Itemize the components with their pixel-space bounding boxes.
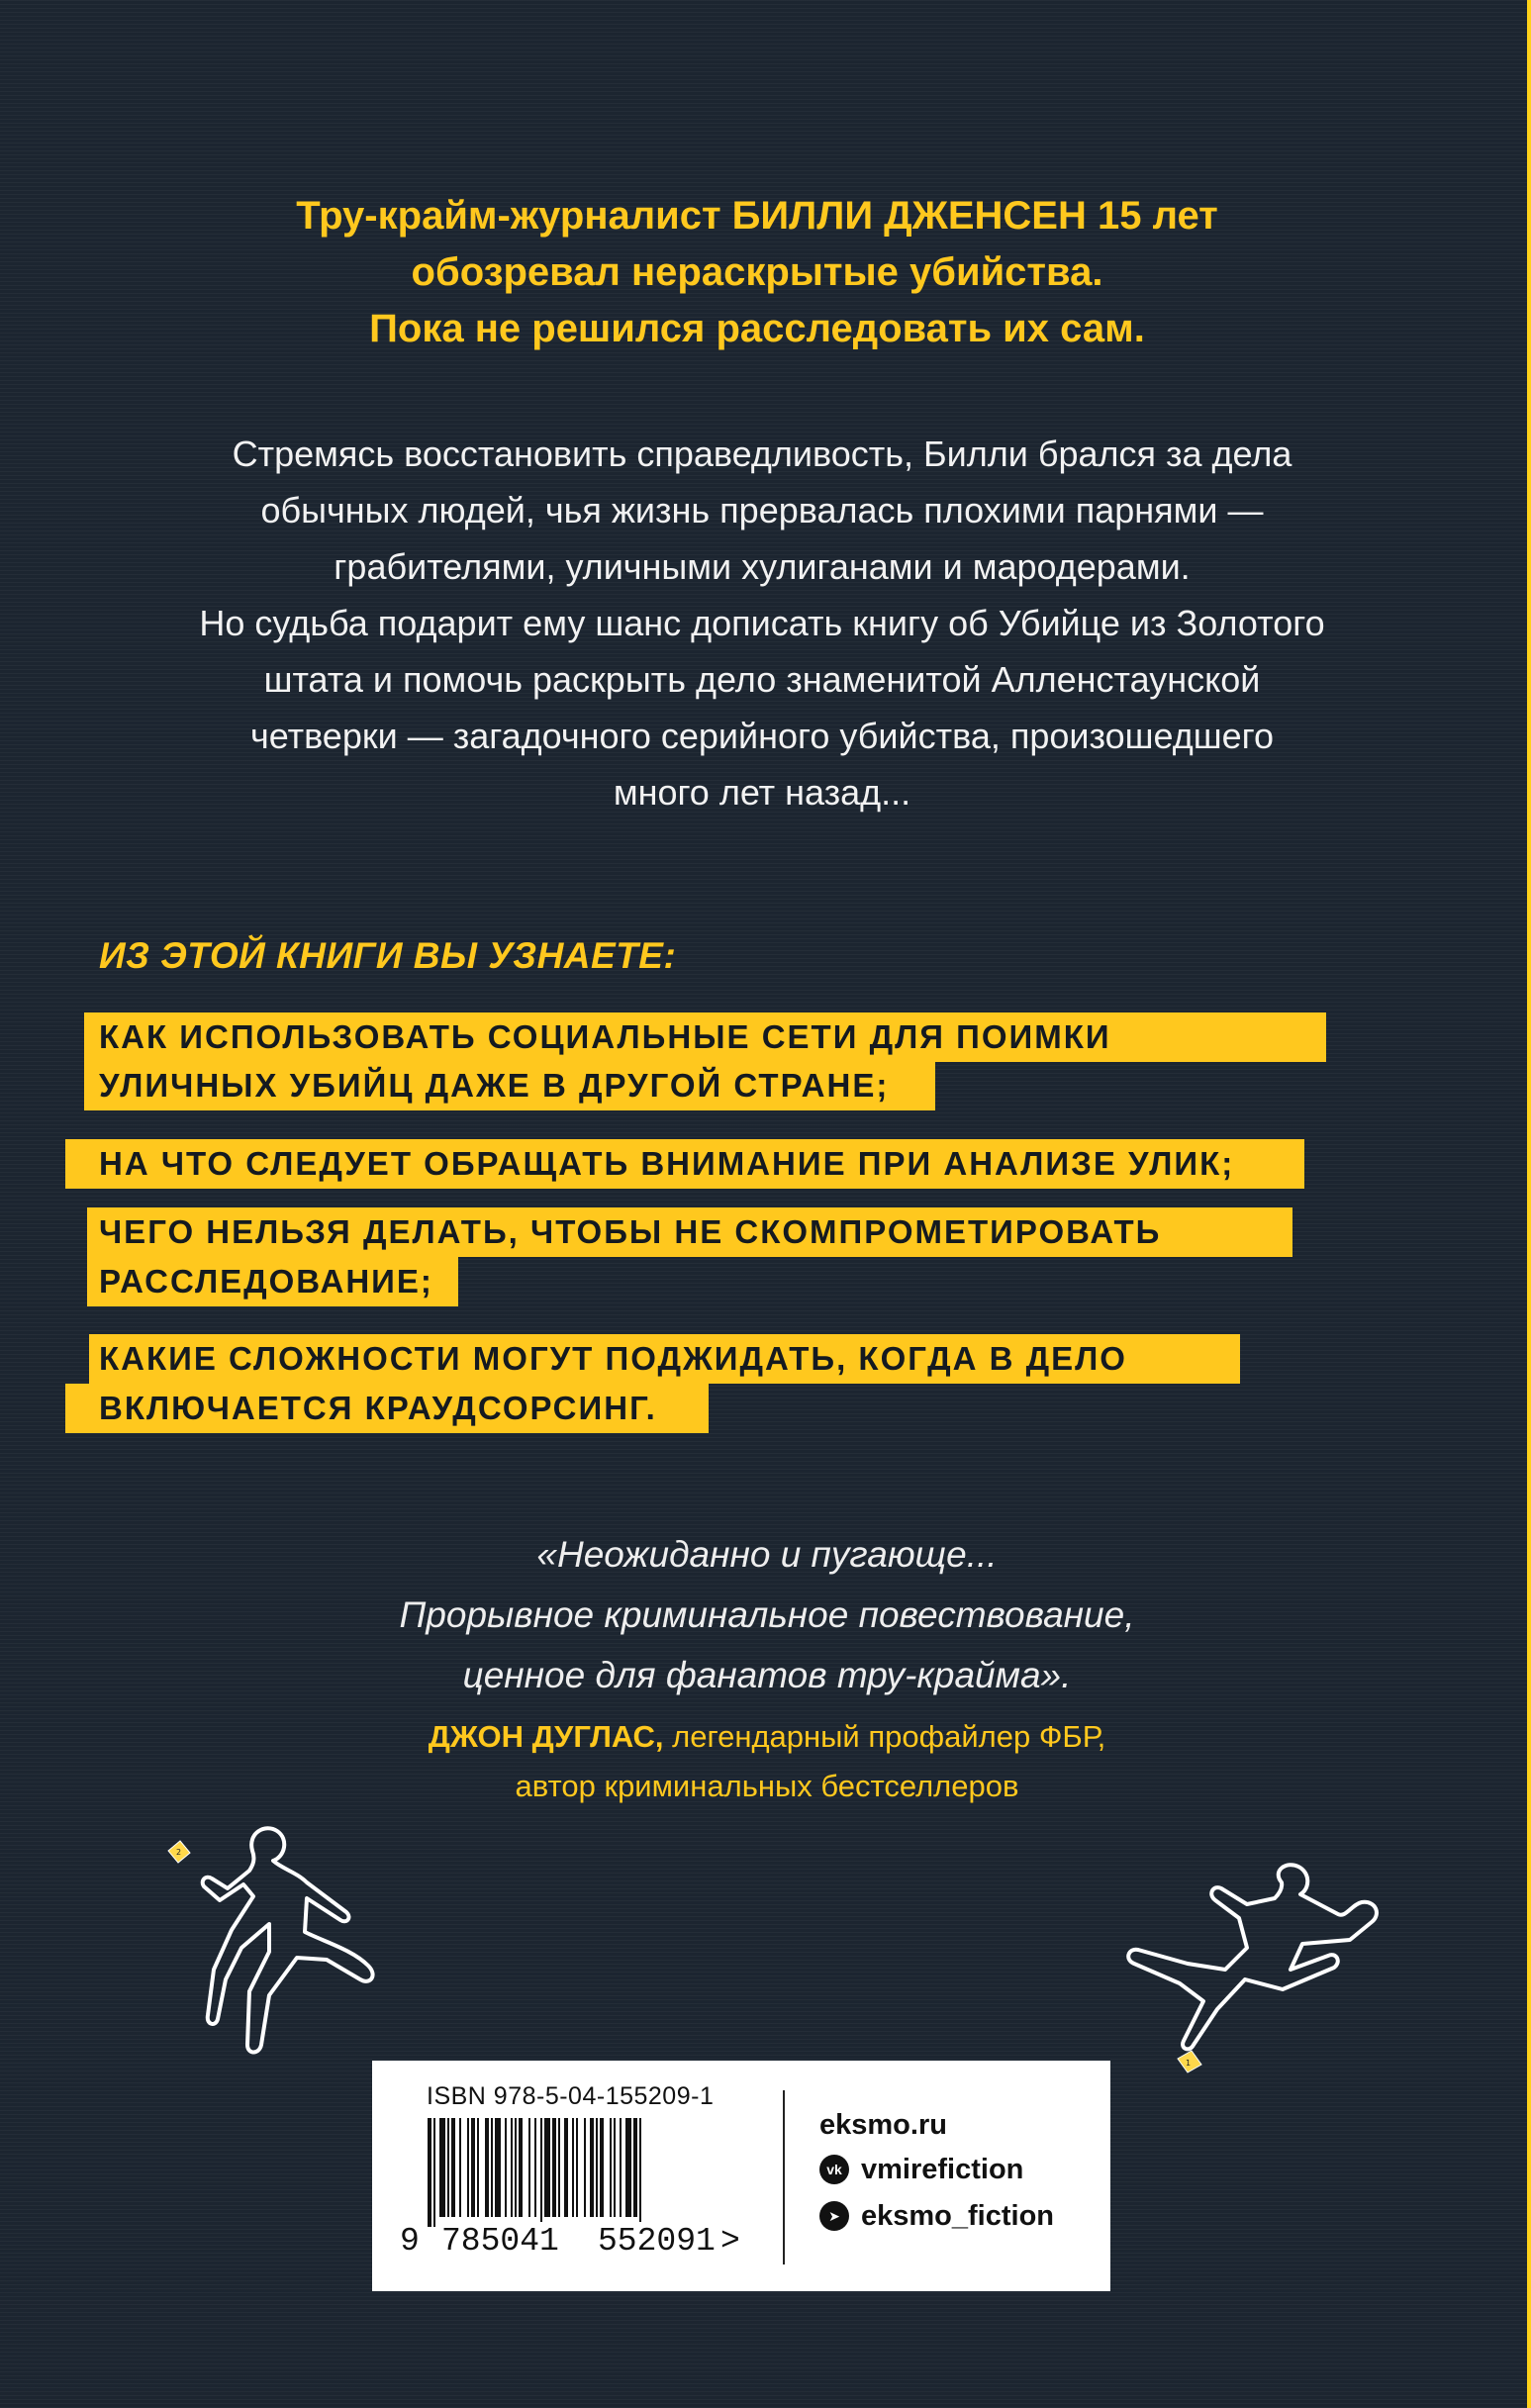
barcode-bar xyxy=(584,2118,586,2217)
learn-item-line: КАК ИСПОЛЬЗОВАТЬ СОЦИАЛЬНЫЕ СЕТИ ДЛЯ ПОИМКИ xyxy=(99,1018,1111,1055)
evidence-marker-icon xyxy=(1178,2051,1201,2072)
barcode-digits-right: 552091 xyxy=(598,2223,716,2260)
barcode-bar xyxy=(576,2118,578,2217)
barcode-bar xyxy=(459,2118,461,2217)
barcode-bar xyxy=(558,2118,560,2217)
barcode-bar xyxy=(540,2118,542,2227)
barcode-bar xyxy=(614,2118,616,2217)
tagline-line: обозревал нераскрытые убийства. xyxy=(411,250,1103,294)
contact-site[interactable] xyxy=(819,2105,947,2145)
learn-item-line: УЛИЧНЫХ УБИЙЦ ДАЖЕ В ДРУГОЙ СТРАНЕ; xyxy=(99,1067,890,1104)
body-outline-right-icon xyxy=(1108,1861,1395,2118)
quote-line: Прорывное криминальное повествование, xyxy=(399,1594,1135,1635)
evidence-marker-icon xyxy=(168,1841,190,1863)
blurb-line: обычных людей, чья жизнь прервалась плохими парнями — xyxy=(260,490,1264,530)
isbn-label: ISBN 978-5-04-155209-1 xyxy=(427,2082,715,2110)
barcode-bar xyxy=(467,2118,469,2217)
quote-author: ДЖОН ДУГЛАС, xyxy=(428,1719,664,1754)
blurb-line: Стремясь восстановить справедливость, Билли брался за дела xyxy=(232,433,1292,474)
tagline-line: Пока не решился расследовать их сам. xyxy=(369,307,1145,350)
barcode-icon xyxy=(426,2118,742,2227)
quote-line: «Неожиданно и пугающе... xyxy=(536,1534,998,1575)
barcode-bar xyxy=(428,2118,431,2227)
blurb-line: штата и помочь раскрыть дело знаменитой Алленстаунской xyxy=(263,659,1261,700)
learn-item-line: ЧЕГО НЕЛЬЗЯ ДЕЛАТЬ, ЧТОБЫ НЕ СКОМПРОМЕТИРОВАТЬ xyxy=(99,1213,1162,1250)
barcode-bar xyxy=(528,2118,530,2217)
learn-item-line: КАКИЕ СЛОЖНОСТИ МОГУТ ПОДЖИДАТЬ, КОГДА В ДЕЛО xyxy=(99,1340,1127,1377)
blurb-line: грабителями, уличными хулиганами и мародерами. xyxy=(334,546,1191,587)
learn-item-line: ВКЛЮЧАЕТСЯ КРАУДСОРСИНГ. xyxy=(99,1390,657,1426)
contact-vk[interactable] xyxy=(819,2150,1023,2189)
svg-text:1: 1 xyxy=(1186,2059,1192,2068)
barcode-bar xyxy=(491,2118,493,2217)
barcode-bar xyxy=(505,2118,507,2217)
barcode-bar xyxy=(485,2118,489,2217)
barcode-bar xyxy=(596,2118,598,2217)
review-quote xyxy=(198,1524,1336,1705)
barcode-bar xyxy=(433,2118,435,2227)
cover-edge-stripe xyxy=(1527,0,1531,2408)
barcode-bar xyxy=(447,2118,449,2217)
blurb-line: четверки — загадочного серийного убийства, произошедшего xyxy=(250,716,1274,756)
barcode-bar xyxy=(564,2118,568,2217)
barcode-bar xyxy=(610,2118,612,2217)
barcode-bar xyxy=(471,2118,475,2217)
barcode-bar xyxy=(590,2118,594,2217)
barcode-bar xyxy=(639,2118,641,2227)
telegram-icon: ➤ xyxy=(819,2201,849,2231)
quote-author-desc: автор криминальных бестселлеров xyxy=(515,1769,1019,1803)
divider xyxy=(783,2090,785,2264)
telegram-label: eksmo_fiction xyxy=(861,2200,1054,2232)
barcode-digits-left: 785041 xyxy=(441,2223,559,2260)
barcode-box xyxy=(372,2061,1110,2291)
barcode-bar xyxy=(600,2118,604,2217)
blurb-line: много лет назад... xyxy=(613,772,911,813)
barcode-bar xyxy=(572,2118,574,2217)
barcode-bar xyxy=(511,2118,513,2217)
vk-label: vmirefiction xyxy=(861,2154,1024,2185)
quote-attribution xyxy=(198,1712,1336,1811)
barcode-bar xyxy=(534,2118,536,2217)
quote-line: ценное для фанатов тру-крайма». xyxy=(462,1655,1072,1695)
barcode-first-digit: 9 xyxy=(400,2223,420,2260)
barcode-bar xyxy=(451,2118,455,2217)
barcode-bar xyxy=(552,2118,556,2217)
barcode-bar xyxy=(625,2118,631,2217)
tagline xyxy=(119,188,1395,357)
barcode-bar xyxy=(477,2118,479,2217)
barcode-bar xyxy=(620,2118,622,2217)
body-outline-left-icon xyxy=(158,1821,416,2078)
blurb-line: Но судьба подарит ему шанс дописать книгу об Убийце из Золотого xyxy=(199,603,1325,643)
blurb xyxy=(69,426,1455,820)
barcode-bar xyxy=(519,2118,523,2217)
quote-author-desc: легендарный профайлер ФБР, xyxy=(672,1719,1106,1754)
svg-text:2: 2 xyxy=(176,1848,182,1857)
barcode-bar xyxy=(495,2118,501,2217)
barcode-bar xyxy=(633,2118,637,2217)
tagline-line: Тру-крайм-журналист БИЛЛИ ДЖЕНСЕН 15 лет xyxy=(296,194,1218,238)
learn-item-line: РАССЛЕДОВАНИЕ; xyxy=(99,1263,433,1300)
learn-heading: ИЗ ЭТОЙ КНИГИ ВЫ УЗНАЕТЕ: xyxy=(99,935,677,976)
barcode-bar xyxy=(544,2118,550,2217)
vk-icon: vk xyxy=(819,2155,849,2184)
barcode-end-mark: > xyxy=(720,2223,740,2260)
site-label: eksmo.ru xyxy=(819,2109,947,2141)
learn-item-line: НА ЧТО СЛЕДУЕТ ОБРАЩАТЬ ВНИМАНИЕ ПРИ АНАЛИЗЕ УЛИК; xyxy=(99,1145,1235,1182)
barcode-bar xyxy=(439,2118,445,2217)
contact-telegram[interactable] xyxy=(819,2196,1054,2236)
barcode-bar xyxy=(515,2118,517,2217)
